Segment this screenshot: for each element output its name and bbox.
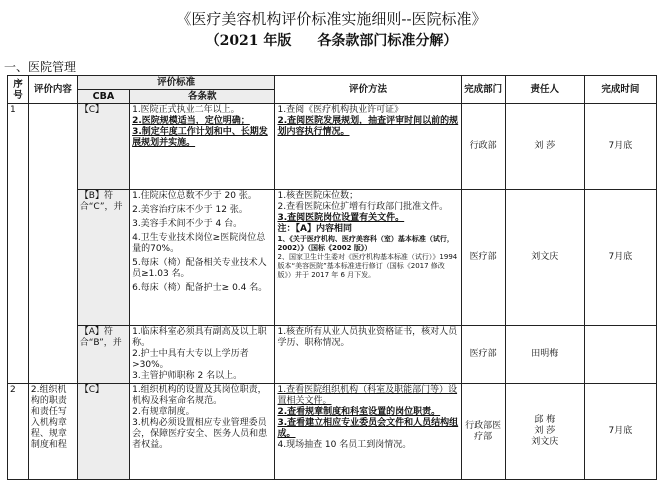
note-title: 注：【A】内容相同 — [277, 224, 352, 234]
method: 4.现场抽查 10 名员工到岗情况。 — [277, 440, 412, 450]
method: 1.查看医院组织机构（科室及职能部门等）设置相关文件。 — [277, 385, 458, 406]
cell-owner: 刘 莎 — [505, 104, 584, 190]
clause: 2.有规章制度。 — [132, 407, 195, 417]
cell-clauses — [130, 384, 275, 480]
method: 1.核查医院床位数； — [277, 191, 359, 201]
document-subtitle — [0, 30, 663, 50]
cell-content: 2.组织机构的职责和责任写入机构章程、规章制度和程 — [28, 384, 77, 480]
cell-dept: 行政部 — [461, 104, 505, 190]
cell-dept: 行政部医疗部 — [461, 384, 505, 480]
cell-content — [28, 104, 77, 384]
clause: 1.临床科室必须具有副高及以上职称。 — [132, 327, 267, 348]
cell-owner: 田明梅 — [505, 326, 584, 384]
cell-dept: 医疗部 — [461, 190, 505, 326]
header-clauses: 各条款 — [130, 90, 275, 104]
document-title: 《医疗美容机构评价标准实施细则--医院标准》 — [176, 10, 487, 28]
clause: 4.卫生专业技术岗位≥医院岗位总量的70%。 — [132, 233, 266, 254]
header-eval-content: 评价内容 — [28, 76, 77, 104]
table-row — [8, 190, 657, 326]
cell-deadline: 7月底 — [584, 190, 656, 326]
cell-cba: 【C】 — [77, 384, 129, 480]
cell-cba: 【C】 — [77, 104, 129, 190]
method: 3.查阅医院岗位设置有关文件。 — [277, 213, 405, 223]
cell-dept: 医疗部 — [461, 326, 505, 384]
cell-deadline — [584, 326, 656, 384]
method: 1.查阅《医疗机构执业许可证》 — [277, 105, 404, 115]
method: 2.查看规章制度和科室设置的岗位职责。 — [277, 407, 441, 417]
cell-methods — [275, 104, 461, 190]
method: 3.查看建立相应专业委员会文件和人员结构组成。 — [277, 418, 459, 439]
header-seq: 序号 — [8, 76, 29, 104]
clause: 3.美容手术间不少于 4 台。 — [132, 219, 243, 229]
method: 1.核查所有从业人员执业资格证书，核对人员学历、职称情况。 — [277, 327, 458, 348]
cell-deadline: 7月底 — [584, 104, 656, 190]
clause: 3.制定年度工作计划和中、长期发展规划并实施。 — [132, 127, 268, 148]
cell-cba: 【A】符合“B”，并 — [77, 326, 129, 384]
header-eval-method: 评价方法 — [275, 76, 461, 104]
cell-clauses — [130, 326, 275, 384]
clause: 5.每床（椅）配备相关专业技术人员≥1.03 名。 — [132, 258, 267, 279]
clause: 3.机构必须设置相应专业管理委员会，保障医疗安全、医务人员和患者权益。 — [132, 418, 268, 450]
header-eval-standard: 评价标准 — [77, 76, 275, 90]
clause: 2.美容治疗床不少于 12 张。 — [132, 205, 248, 215]
clause: 2.医院规模适当，定位明确； — [132, 116, 250, 126]
clause: 1.医院正式执业二年以上。 — [132, 105, 240, 115]
clause: 1.住院床位总数不少于 20 张。 — [132, 191, 257, 201]
method: 2.查看医院床位扩增有行政部门批准文件。 — [277, 202, 449, 212]
table-row — [8, 326, 657, 384]
standards-table — [7, 75, 657, 480]
cell-seq: 1 — [8, 104, 29, 384]
section-heading: 一、医院管理 — [4, 60, 77, 74]
cell-cba: 【B】符合“C”，并 — [77, 190, 129, 326]
cell-clauses — [130, 190, 275, 326]
note: 1、《关于医疗机构、医疗美容科（室）基本标准（试行，2002）》（国标《2002 版》） — [277, 235, 454, 252]
clause: 6.每床（椅）配备护士≥ 0.4 名。 — [132, 283, 268, 293]
subtitle-right: 各条款部门标准分解） — [317, 33, 458, 49]
cell-methods — [275, 190, 461, 326]
cell-deadline: 7月底 — [584, 384, 656, 480]
cell-owner: 刘文庆 — [505, 190, 584, 326]
note: 2、国家卫生计生委对《医疗机构基本标准（试行）》1994 版本“美容医院”基本标准进行修订（国标《2017 修改版》）并于 2017 年 6 月下发。 — [277, 253, 458, 279]
subtitle-left: （2021 年版 — [205, 33, 292, 49]
table-row — [8, 384, 657, 480]
cell-methods — [275, 326, 461, 384]
cell-seq: 2 — [8, 384, 29, 480]
cell-clauses — [130, 104, 275, 190]
header-owner: 责任人 — [505, 76, 584, 104]
clause: 2.护士中具有大专以上学历者>30%。 — [132, 349, 249, 370]
table-row — [8, 104, 657, 190]
header-deadline: 完成时间 — [584, 76, 656, 104]
method: 2.查阅医院发展规划，抽查评审时间以前的规划内容执行情况。 — [277, 116, 459, 137]
cell-methods — [275, 384, 461, 480]
header-cba: CBA — [77, 90, 129, 104]
clause: 3.主管护师职称 2 名以上。 — [132, 371, 243, 381]
clause: 1.组织机构的设置及其岗位职责，机构及科室命名规范。 — [132, 385, 267, 406]
cell-owner: 邱 梅 刘 莎 刘文庆 — [505, 384, 584, 480]
header-dept: 完成部门 — [461, 76, 505, 104]
